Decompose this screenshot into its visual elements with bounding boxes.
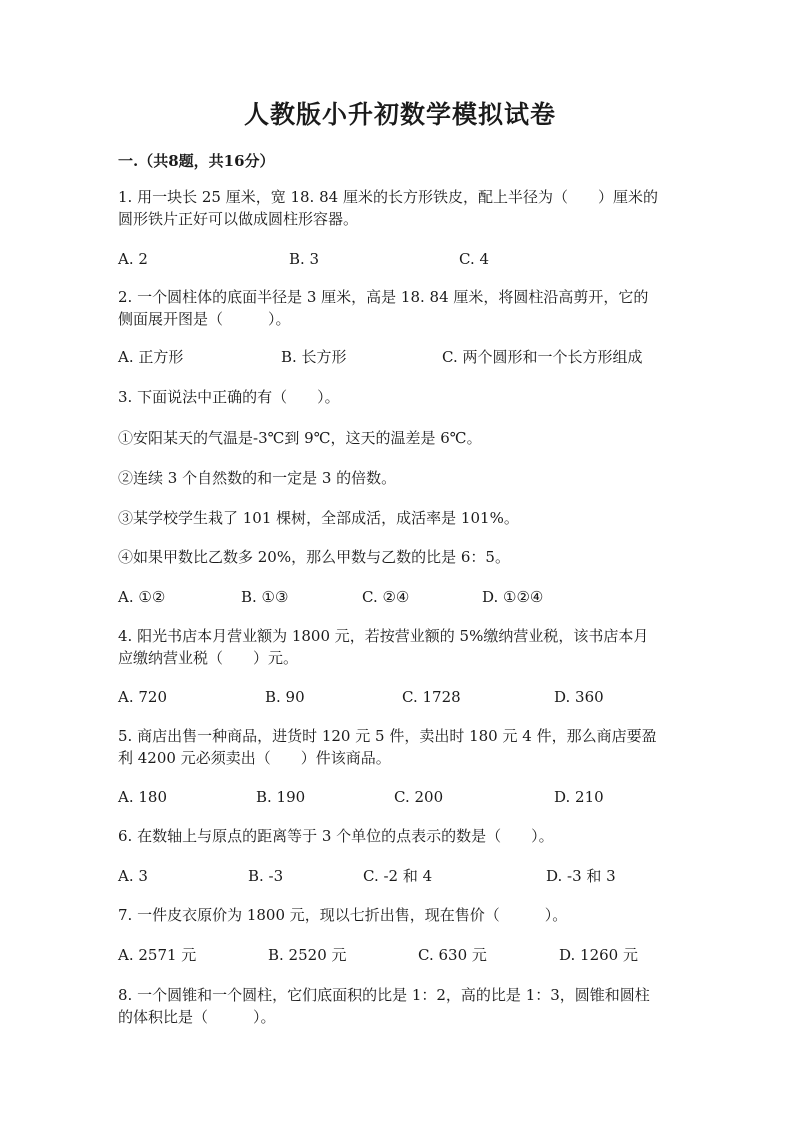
question-4-option-b: B. 90 bbox=[265, 688, 305, 706]
page-title: 人教版小升初数学模拟试卷 bbox=[243, 100, 556, 129]
question-7-option-a: A. 2571 元 bbox=[118, 946, 197, 964]
question-3-statement-4: ④如果甲数比乙数多 20%，那么甲数与乙数的比是 6：5。 bbox=[118, 548, 510, 566]
question-5-option-b: B. 190 bbox=[256, 788, 306, 806]
question-3-line-1: 3. 下面说法中正确的有（ ）。 bbox=[118, 388, 340, 406]
question-5-option-a: A. 180 bbox=[118, 788, 167, 806]
question-5-line-1: 5. 商店出售一种商品，进货时 120 元 5 件，卖出时 180 元 4 件，那么商店要盈 bbox=[118, 727, 657, 745]
question-6-option-a: A. 3 bbox=[118, 867, 148, 885]
question-3-option-c: C. ②④ bbox=[362, 588, 410, 606]
question-3-statement-3: ③某学校学生栽了 101 棵树，全部成活，成活率是 101%。 bbox=[118, 509, 519, 527]
question-5-line-2: 利 4200 元必须卖出（ ）件该商品。 bbox=[118, 749, 391, 767]
question-3-statement-1: ①安阳某天的气温是-3℃到 9℃，这天的温差是 6℃。 bbox=[118, 429, 482, 447]
question-2-option-a: A. 正方形 bbox=[118, 348, 184, 366]
question-6-line-1: 6. 在数轴上与原点的距离等于 3 个单位的点表示的数是（ ）。 bbox=[118, 827, 554, 845]
question-6-option-b: B. -3 bbox=[248, 867, 284, 885]
question-1-line-1: 1. 用一块长 25 厘米，宽 18. 84 厘米的长方形铁皮，配上半径为（ ）厘米的 bbox=[118, 188, 658, 206]
question-8-line-2: 的体积比是（ ）。 bbox=[118, 1008, 276, 1026]
question-6-option-d: D. -3 和 3 bbox=[546, 867, 616, 885]
question-4-line-1: 4. 阳光书店本月营业额为 1800 元，若按营业额的 5%缴纳营业税，该书店本月 bbox=[118, 627, 649, 645]
question-4-option-a: A. 720 bbox=[118, 688, 167, 706]
question-1-line-2: 圆形铁片正好可以做成圆柱形容器。 bbox=[118, 210, 359, 228]
question-2-line-1: 2. 一个圆柱体的底面半径是 3 厘米，高是 18. 84 厘米，将圆柱沿高剪开，它的 bbox=[118, 288, 649, 306]
question-1-option-a: A. 2 bbox=[118, 250, 148, 268]
question-2-line-2: 侧面展开图是（ ）。 bbox=[118, 310, 291, 328]
question-3-statement-2: ②连续 3 个自然数的和一定是 3 的倍数。 bbox=[118, 469, 397, 487]
question-3-option-a: A. ①② bbox=[118, 588, 166, 606]
question-8-line-1: 8. 一个圆锥和一个圆柱，它们底面积的比是 1：2，高的比是 1：3，圆锥和圆柱 bbox=[118, 986, 650, 1004]
question-4-line-2: 应缴纳营业税（ ）元。 bbox=[118, 649, 299, 667]
question-7-line-1: 7. 一件皮衣原价为 1800 元，现以七折出售，现在售价（ ）。 bbox=[118, 906, 568, 924]
question-1-option-c: C. 4 bbox=[459, 250, 490, 268]
question-4-option-c: C. 1728 bbox=[402, 688, 461, 706]
question-4-option-d: D. 360 bbox=[554, 688, 604, 706]
question-6-option-c: C. -2 和 4 bbox=[363, 867, 433, 885]
question-2-option-c: C. 两个圆形和一个长方形组成 bbox=[442, 348, 643, 366]
question-1-option-b: B. 3 bbox=[289, 250, 320, 268]
question-3-option-b: B. ①③ bbox=[241, 588, 289, 606]
section-heading: 一.（共8题，共16分） bbox=[118, 152, 275, 170]
question-7-option-b: B. 2520 元 bbox=[268, 946, 347, 964]
question-3-option-d: D. ①②④ bbox=[482, 588, 544, 606]
question-7-option-d: D. 1260 元 bbox=[559, 946, 638, 964]
question-2-option-b: B. 长方形 bbox=[281, 348, 347, 366]
question-5-option-c: C. 200 bbox=[394, 788, 444, 806]
question-5-option-d: D. 210 bbox=[554, 788, 604, 806]
question-7-option-c: C. 630 元 bbox=[418, 946, 487, 964]
